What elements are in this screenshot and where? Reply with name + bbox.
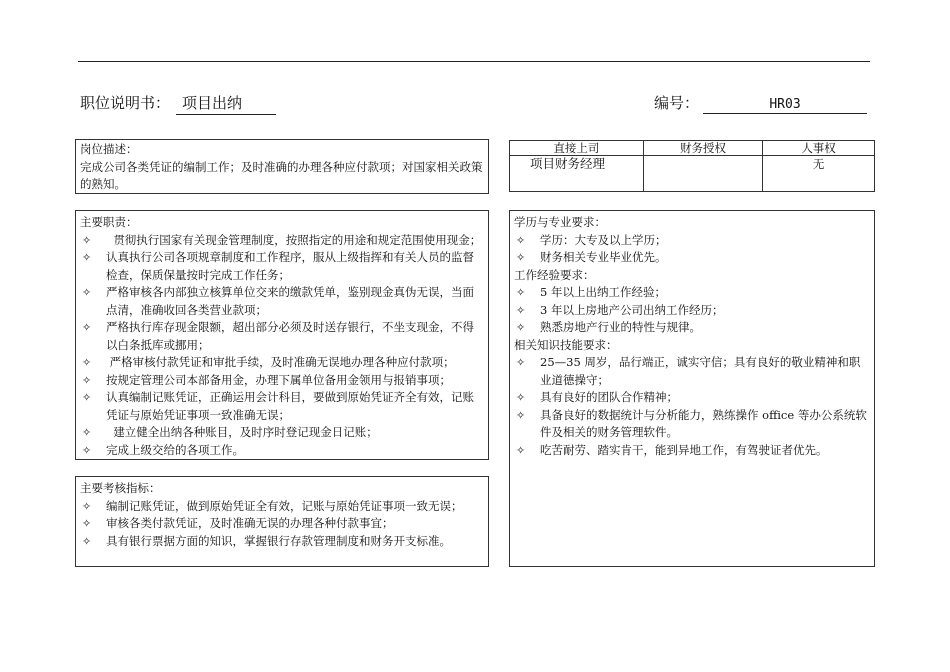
duties-title: 主要职责： bbox=[80, 215, 138, 229]
duty-item bbox=[76, 372, 488, 390]
code-label: 编号： bbox=[654, 94, 700, 112]
duty-item bbox=[76, 249, 488, 284]
skills-item bbox=[510, 442, 874, 460]
diamond-bullet-icon: ✧ bbox=[516, 233, 526, 247]
title-value: 项目出纳 bbox=[176, 92, 276, 115]
assessment-item bbox=[76, 498, 488, 516]
skills-text: 吃苦耐劳、踏实肯干，能到异地工作，有驾驶证者优先。 bbox=[540, 442, 828, 457]
document-code bbox=[654, 92, 867, 114]
assessment-box bbox=[75, 476, 489, 567]
diamond-bullet-icon: ✧ bbox=[82, 356, 92, 369]
experience-item bbox=[510, 284, 874, 302]
duty-text: 完成上级交给的各项工作。 bbox=[106, 442, 244, 457]
duties-box bbox=[75, 210, 489, 460]
authority-header-row bbox=[510, 141, 875, 156]
header-rule bbox=[78, 61, 870, 62]
duty-text: 按规定管理公司本部备用金，办理下属单位备用金领用与报销事项； bbox=[106, 372, 451, 387]
duty-text: 建立健全出纳各种账目，及时序时登记现金日记账； bbox=[106, 425, 378, 439]
diamond-bullet-icon: ✧ bbox=[82, 443, 92, 457]
duty-item bbox=[76, 424, 488, 442]
duty-item bbox=[76, 442, 488, 460]
assessment-item bbox=[76, 515, 488, 533]
authority-header-supervisor: 直接上司 bbox=[510, 141, 644, 156]
duty-text: 严格审核各内部独立核算单位交来的缴款凭单，鉴别现金真伪无误，当面点清，准确收回各类营业款项； bbox=[106, 285, 474, 317]
skills-item bbox=[510, 407, 874, 442]
education-text: 学历：大专及以上学历； bbox=[540, 232, 667, 247]
experience-item bbox=[510, 319, 874, 337]
skills-text: 25—35 周岁，品行端正，诚实守信；具有良好的敬业精神和职业道德操守； bbox=[540, 355, 861, 387]
skills-text: 具备良好的数据统计与分析能力，熟练操作 office 等办公系统软件及相关的财务管理软件。 bbox=[540, 407, 867, 439]
assessment-text: 具有银行票据方面的知识，掌握银行存款管理制度和财务开支标准。 bbox=[106, 533, 451, 548]
assessment-title: 主要考核指标： bbox=[80, 481, 161, 495]
description-text: 完成公司各类凭证的编制工作；及时准确的办理各种应付款项；对国家相关政策的熟知。 bbox=[80, 159, 483, 191]
duty-text: 认真编制记账凭证，正确运用会计科目，要做到原始凭证齐全有效，记账凭证与原始凭证事项一致准确无误； bbox=[106, 390, 474, 422]
duty-text: 严格审核付款凭证和审批手续，及时准确无误地办理各种应付款项； bbox=[106, 355, 455, 369]
duty-item bbox=[76, 354, 488, 372]
assessment-text: 审核各类付款凭证，及时准确无误的办理各种付款事宜； bbox=[106, 516, 394, 530]
duty-text: 认真执行公司各项规章制度和工作程序，服从上级指挥和有关人员的监督检查，保质保量按时完成工作任务； bbox=[106, 250, 474, 282]
diamond-bullet-icon: ✧ bbox=[82, 286, 92, 299]
authority-value-row bbox=[510, 156, 875, 192]
diamond-bullet-icon: ✧ bbox=[516, 391, 526, 404]
diamond-bullet-icon: ✧ bbox=[516, 408, 526, 422]
education-item bbox=[510, 232, 874, 250]
experience-item bbox=[510, 302, 874, 320]
diamond-bullet-icon: ✧ bbox=[516, 303, 526, 317]
education-text: 财务相关专业毕业优先。 bbox=[540, 250, 667, 264]
requirements-box bbox=[509, 210, 875, 567]
diamond-bullet-icon: ✧ bbox=[82, 426, 92, 439]
diamond-bullet-icon: ✧ bbox=[516, 443, 526, 457]
diamond-bullet-icon: ✧ bbox=[516, 286, 526, 299]
authority-value-personnel: 无 bbox=[763, 156, 875, 192]
document-title bbox=[80, 92, 276, 115]
duty-item bbox=[76, 284, 488, 319]
duty-item bbox=[76, 232, 488, 250]
diamond-bullet-icon: ✧ bbox=[516, 251, 526, 264]
assessment-text: 编制记账凭证，做到原始凭证全有效，记账与原始凭证事项一致无误； bbox=[106, 498, 463, 513]
diamond-bullet-icon: ✧ bbox=[82, 321, 92, 334]
skills-item bbox=[510, 354, 874, 389]
duty-text: 严格执行库存现金限额，超出部分必须及时送存银行，不坐支现金，不得以白条抵库或挪用； bbox=[106, 320, 474, 352]
duty-item bbox=[76, 389, 488, 424]
diamond-bullet-icon: ✧ bbox=[516, 356, 526, 369]
experience-text: 5 年以上出纳工作经验； bbox=[540, 285, 666, 299]
diamond-bullet-icon: ✧ bbox=[82, 251, 92, 264]
duty-text: 贯彻执行国家有关现金管理制度，按照指定的用途和规定范围使用现金； bbox=[106, 232, 482, 247]
diamond-bullet-icon: ✧ bbox=[516, 321, 526, 334]
description-box bbox=[75, 139, 489, 194]
title-label: 职位说明书： bbox=[80, 94, 171, 112]
skills-item bbox=[510, 389, 874, 407]
education-item bbox=[510, 249, 874, 267]
description-title: 岗位描述： bbox=[80, 142, 138, 156]
authority-header-finance: 财务授权 bbox=[643, 141, 762, 156]
diamond-bullet-icon: ✧ bbox=[82, 534, 92, 548]
skills-title: 相关知识技能要求： bbox=[514, 337, 618, 352]
diamond-bullet-icon: ✧ bbox=[82, 233, 92, 247]
experience-text: 熟悉房地产行业的特性与规律。 bbox=[540, 320, 701, 334]
authority-value-supervisor: 项目财务经理 bbox=[510, 156, 644, 192]
diamond-bullet-icon: ✧ bbox=[82, 391, 92, 404]
education-title: 学历与专业要求： bbox=[514, 215, 606, 229]
authority-table bbox=[509, 140, 875, 192]
assessment-item bbox=[76, 533, 488, 551]
diamond-bullet-icon: ✧ bbox=[82, 517, 92, 530]
diamond-bullet-icon: ✧ bbox=[82, 373, 92, 387]
experience-title: 工作经验要求： bbox=[514, 267, 595, 282]
code-value: HR03 bbox=[703, 97, 867, 114]
experience-text: 3 年以上房地产公司出纳工作经历； bbox=[540, 302, 724, 317]
duty-item bbox=[76, 319, 488, 354]
diamond-bullet-icon: ✧ bbox=[82, 499, 92, 513]
authority-header-personnel: 人事权 bbox=[763, 141, 875, 156]
skills-text: 具有良好的团队合作精神； bbox=[540, 390, 678, 404]
authority-value-finance bbox=[643, 156, 762, 192]
